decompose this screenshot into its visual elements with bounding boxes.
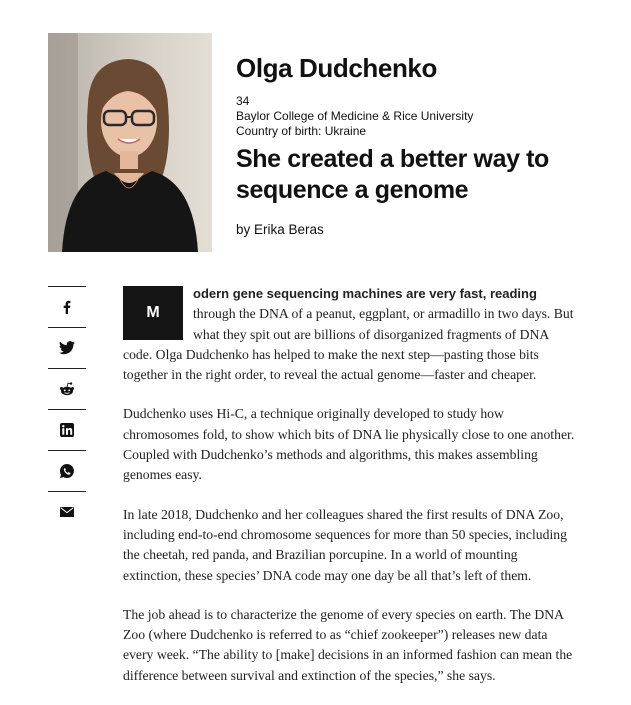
drop-cap: M xyxy=(123,286,183,340)
share-whatsapp-button[interactable] xyxy=(48,450,86,491)
twitter-icon xyxy=(59,341,75,355)
article-headline: She created a better way to sequence a genome xyxy=(236,145,549,204)
share-bar xyxy=(48,286,86,532)
article-paragraph: The job ahead is to characterize the genome of every species on earth. The DNA Zoo (where Dudchenko is referred to as “chief zookeeper”) releases new data every week. “The ability to [make] decisions in an informed fashion can mean the difference between survival and extinction of the species,” she says. xyxy=(123,606,573,683)
share-twitter-button[interactable] xyxy=(48,327,86,368)
person-name: Olga Dudchenko xyxy=(236,53,437,83)
share-reddit-button[interactable] xyxy=(48,368,86,409)
article-body xyxy=(123,284,575,705)
share-facebook-button[interactable] xyxy=(48,286,86,327)
article-paragraph xyxy=(123,284,575,385)
facebook-icon xyxy=(60,300,74,314)
profile-photo xyxy=(48,33,212,252)
person-meta xyxy=(236,94,473,139)
lead-in: odern gene sequencing machines are very fast, reading xyxy=(193,286,537,301)
reddit-icon xyxy=(59,382,75,396)
share-linkedin-button[interactable] xyxy=(48,409,86,450)
linkedin-icon xyxy=(60,423,74,437)
person-age: 34 xyxy=(236,94,250,108)
byline: by Erika Beras xyxy=(236,222,324,237)
article-paragraph: In late 2018, Dudchenko and her colleagues shared the first results of DNA Zoo, including end-to-end chromosome sequences for more than 50 species, including the cheetah, red panda, and Brazilian porcupine. In a world of mounting extinction, these species’ DNA code may one day be all that’s left of them. xyxy=(123,506,567,583)
email-icon xyxy=(60,507,74,517)
paragraph-text: through the DNA of a peanut, eggplant, or armadillo in two days. But what they spit out are billions of disorganized fragments of DNA code. Olga Dudchenko has helped to make the next step—pasting those bits together in the right order, to reveal the actual genome—faster and cheaper. xyxy=(123,306,574,383)
whatsapp-icon xyxy=(59,463,75,479)
share-email-button[interactable] xyxy=(48,491,86,532)
person-country: Country of birth: Ukraine xyxy=(236,124,367,138)
article-paragraph: Dudchenko uses Hi-C, a technique originally developed to study how chromosomes fold, to show which bits of DNA lie physically close to one another. Coupled with Dudchenko’s methods and algorithms, this makes assembling genomes easy. xyxy=(123,406,575,483)
person-affiliation: Baylor College of Medicine & Rice University xyxy=(236,109,474,123)
